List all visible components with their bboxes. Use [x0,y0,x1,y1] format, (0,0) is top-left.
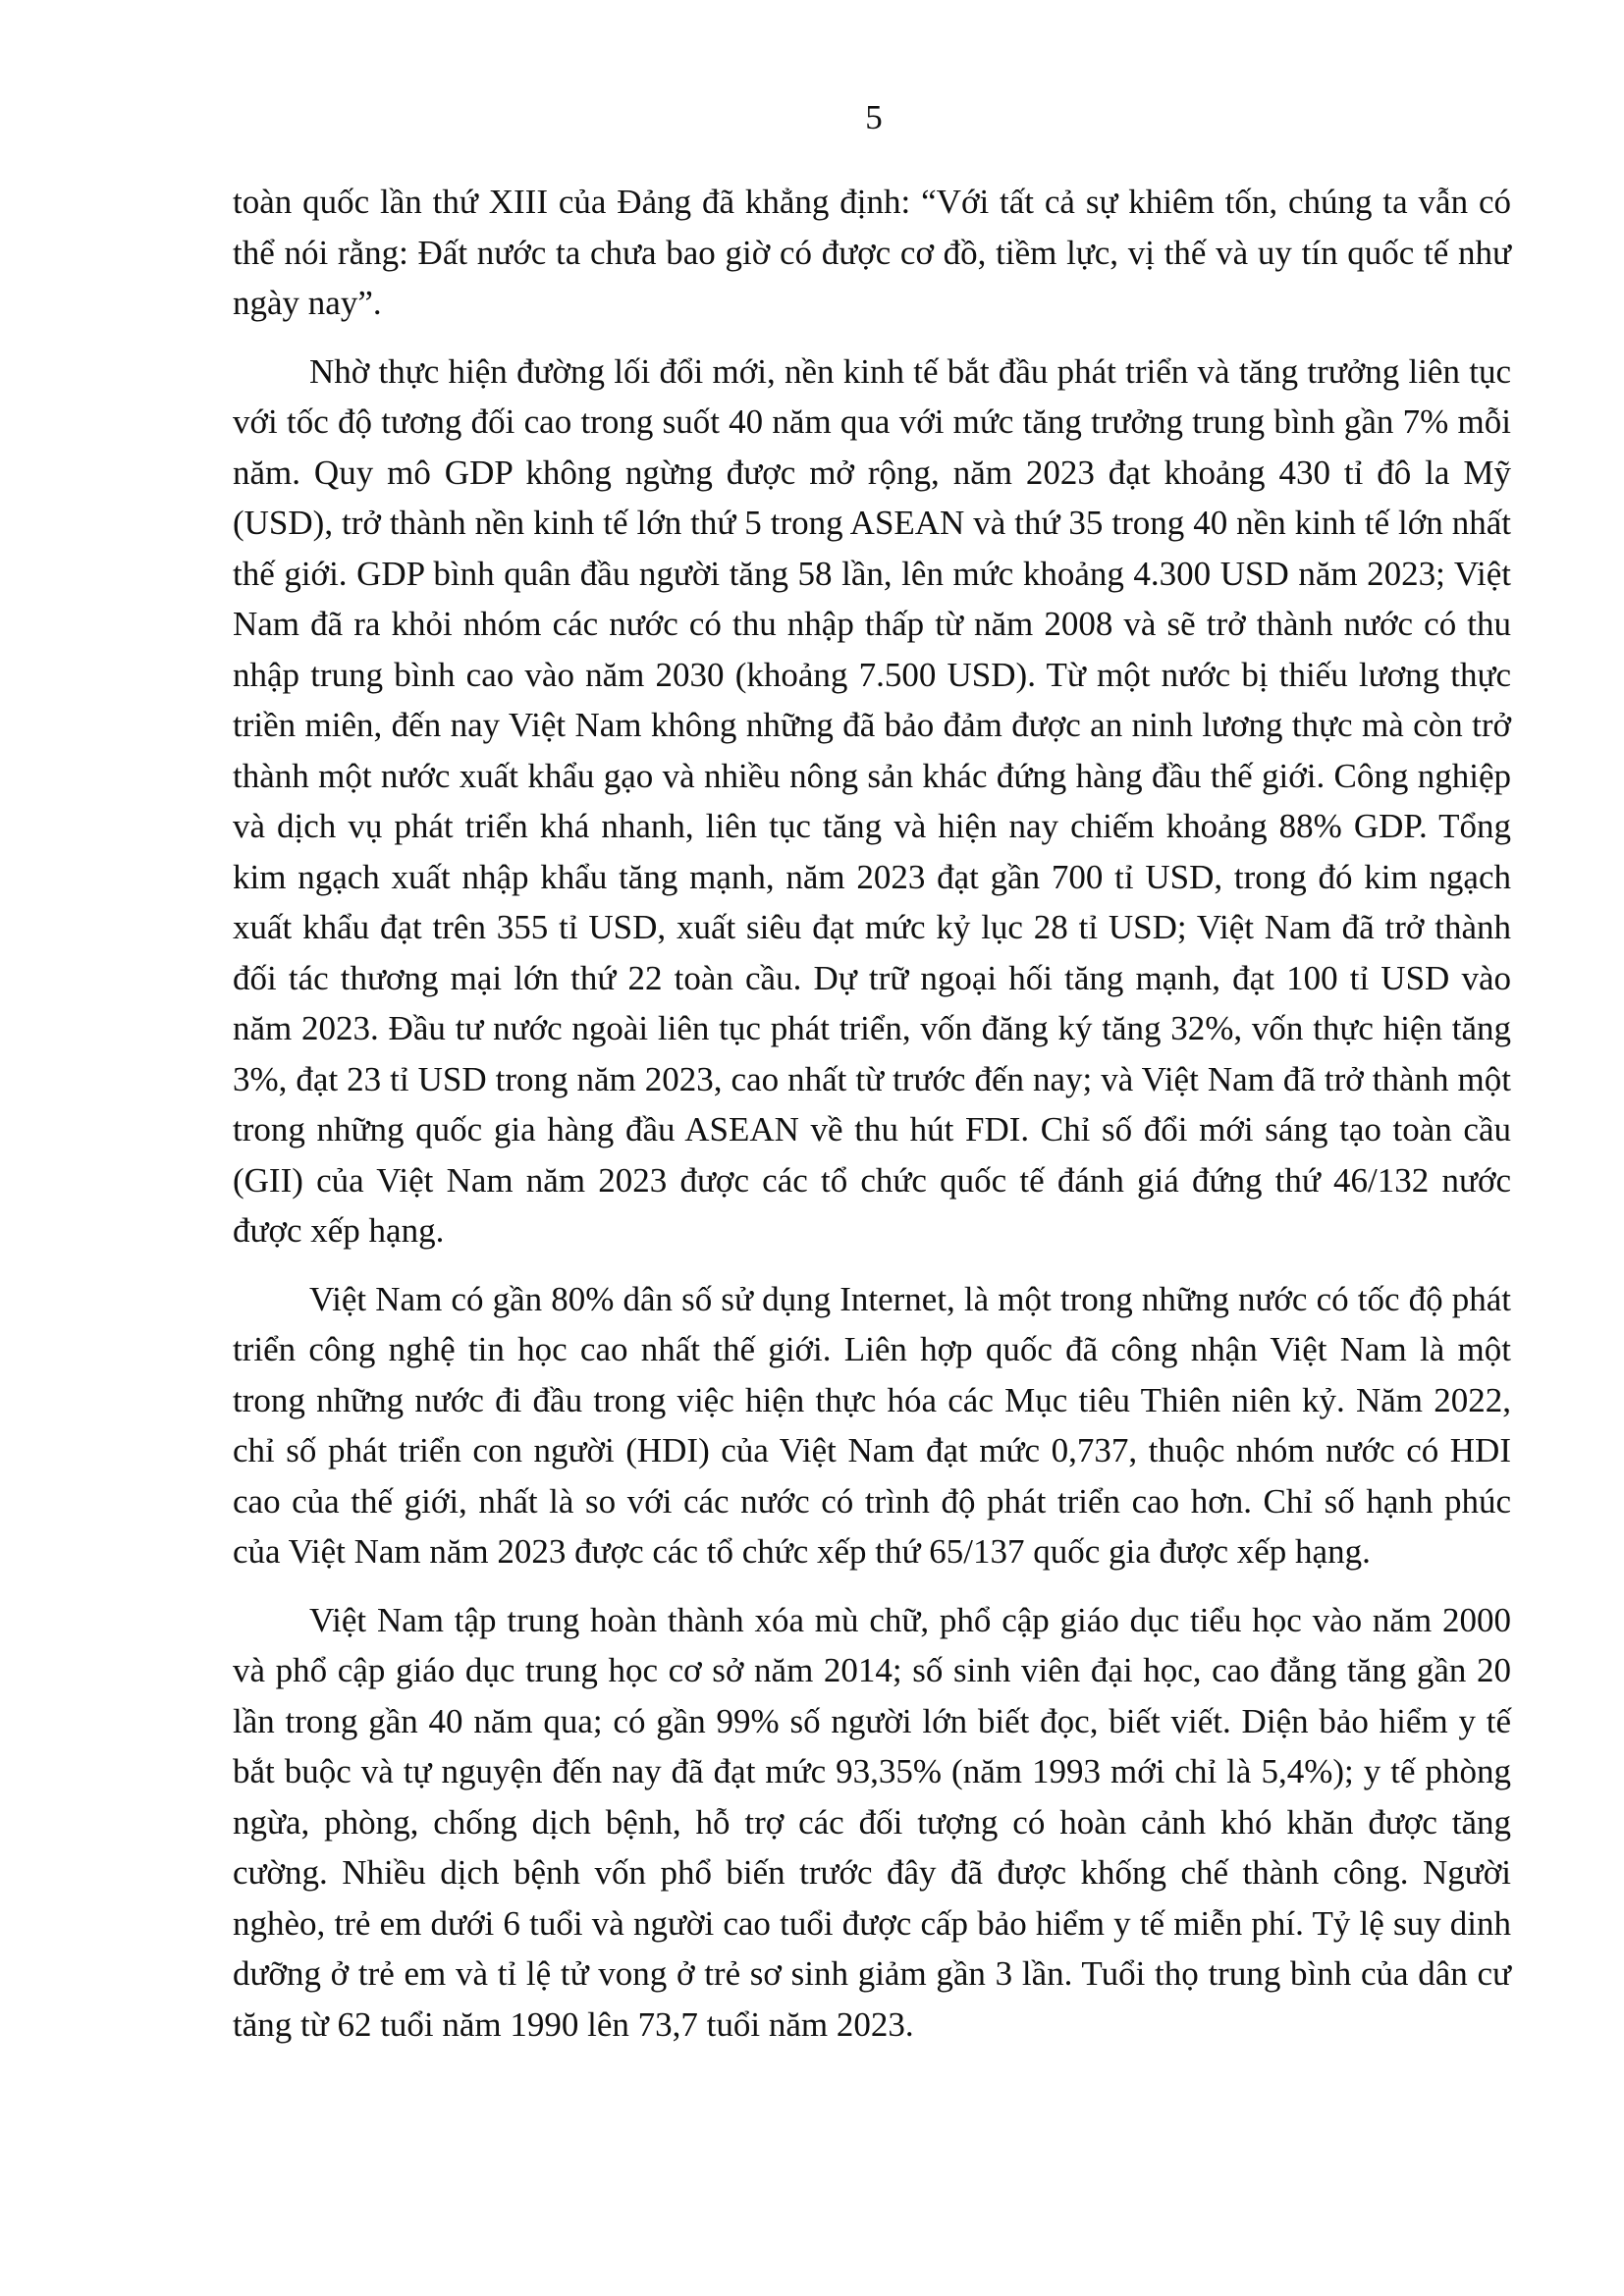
paragraph-education-health: Việt Nam tập trung hoàn thành xóa mù chữ, phổ cập giáo dục tiểu học vào năm 2000 và phổ cập giáo dục trung học cơ sở năm 2014; số sinh viên đại học, cao đẳng tăng gần 20 lần trong gần 40 năm qua; có gần 99% số người lớn biết đọc, biết viết. Diện bảo hiểm y tế bắt buộc và tự nguyện đến nay đã đạt mức 93,35% (năm 1993 mới chỉ là 5,4%); y tế phòng ngừa, phòng, chống dịch bệnh, hỗ trợ các đối tượng có hoàn cảnh khó khăn được tăng cường. Nhiều dịch bệnh vốn phổ biến trước đây đã được khống chế thành công. Người nghèo, trẻ em dưới 6 tuổi và người cao tuổi được cấp bảo hiểm y tế miễn phí. Tỷ lệ suy dinh dưỡng ở trẻ em và tỉ lệ tử vong ở trẻ sơ sinh giảm gần 3 lần. Tuổi thọ trung bình của dân cư tăng từ 62 tuổi năm 1990 lên 73,7 tuổi năm 2023. [233,1600,1511,2044]
page-number: 5 [865,98,883,136]
paragraph-continuation: toàn quốc lần thứ XIII của Đảng đã khẳng định: “Với tất cả sự khiêm tốn, chúng ta vẫn có thể nói rằng: Đất nước ta chưa bao giờ có được cơ đồ, tiềm lực, vị thế và uy tín quốc tế như ngày nay”. [233,183,1511,322]
paragraph-technology-hdi: Việt Nam có gần 80% dân số sử dụng Internet, là một trong những nước có tốc độ phát triển công nghệ tin học cao nhất thế giới. Liên hợp quốc đã công nhận Việt Nam là một trong những nước đi đầu trong việc hiện thực hóa các Mục tiêu Thiên niên kỷ. Năm 2022, chỉ số phát triển con người (HDI) của Việt Nam đạt mức 0,737, thuộc nhóm nước có HDI cao của thế giới, nhất là so với các nước có trình độ phát triển cao hơn. Chỉ số hạnh phúc của Việt Nam năm 2023 được các tổ chức xếp thứ 65/137 quốc gia được xếp hạng. [233,1279,1511,1571]
paragraph-economy: Nhờ thực hiện đường lối đổi mới, nền kinh tế bắt đầu phát triển và tăng trưởng liên tục với tốc độ tương đối cao trong suốt 40 năm qua với mức tăng trưởng trung bình gần 7% mỗi năm. Quy mô GDP không ngừng được mở rộng, năm 2023 đạt khoảng 430 tỉ đô la Mỹ (USD), trở thành nền kinh tế lớn thứ 5 trong ASEAN và thứ 35 trong 40 nền kinh tế lớn nhất thế giới. GDP bình quân đầu người tăng 58 lần, lên mức khoảng 4.300 USD năm 2023; Việt Nam đã ra khỏi nhóm các nước có thu nhập thấp từ năm 2008 và sẽ trở thành nước có thu nhập trung bình cao vào năm 2030 (khoảng 7.500 USD). Từ một nước bị thiếu lương thực triền miên, đến nay Việt Nam không những đã bảo đảm được an ninh lương thực mà còn trở thành một nước xuất khẩu gạo và nhiều nông sản khác đứng hàng đầu thế giới. Công nghiệp và dịch vụ phát triển khá nhanh, liên tục tăng và hiện nay chiếm khoảng 88% GDP. Tổng kim ngạch xuất nhập khẩu tăng mạnh, năm 2023 đạt gần 700 tỉ USD, trong đó kim ngạch xuất khẩu đạt trên 355 tỉ USD, xuất siêu đạt mức kỷ lục 28 tỉ USD; Việt Nam đã trở thành đối tác thương mại lớn thứ 22 toàn cầu. Dự trữ ngoại hối tăng mạnh, đạt 100 tỉ USD vào năm 2023. Đầu tư nước ngoài liên tục phát triển, vốn đăng ký tăng 32%, vốn thực hiện tăng 3%, đạt 23 tỉ USD trong năm 2023, cao nhất từ trước đến nay; và Việt Nam đã trở thành một trong những quốc gia hàng đầu ASEAN về thu hút FDI. Chỉ số đổi mới sáng tạo toàn cầu (GII) của Việt Nam năm 2023 được các tổ chức quốc tế đánh giá đứng thứ 46/132 nước được xếp hạng. [233,351,1511,1250]
body-text [233,177,1511,2067]
